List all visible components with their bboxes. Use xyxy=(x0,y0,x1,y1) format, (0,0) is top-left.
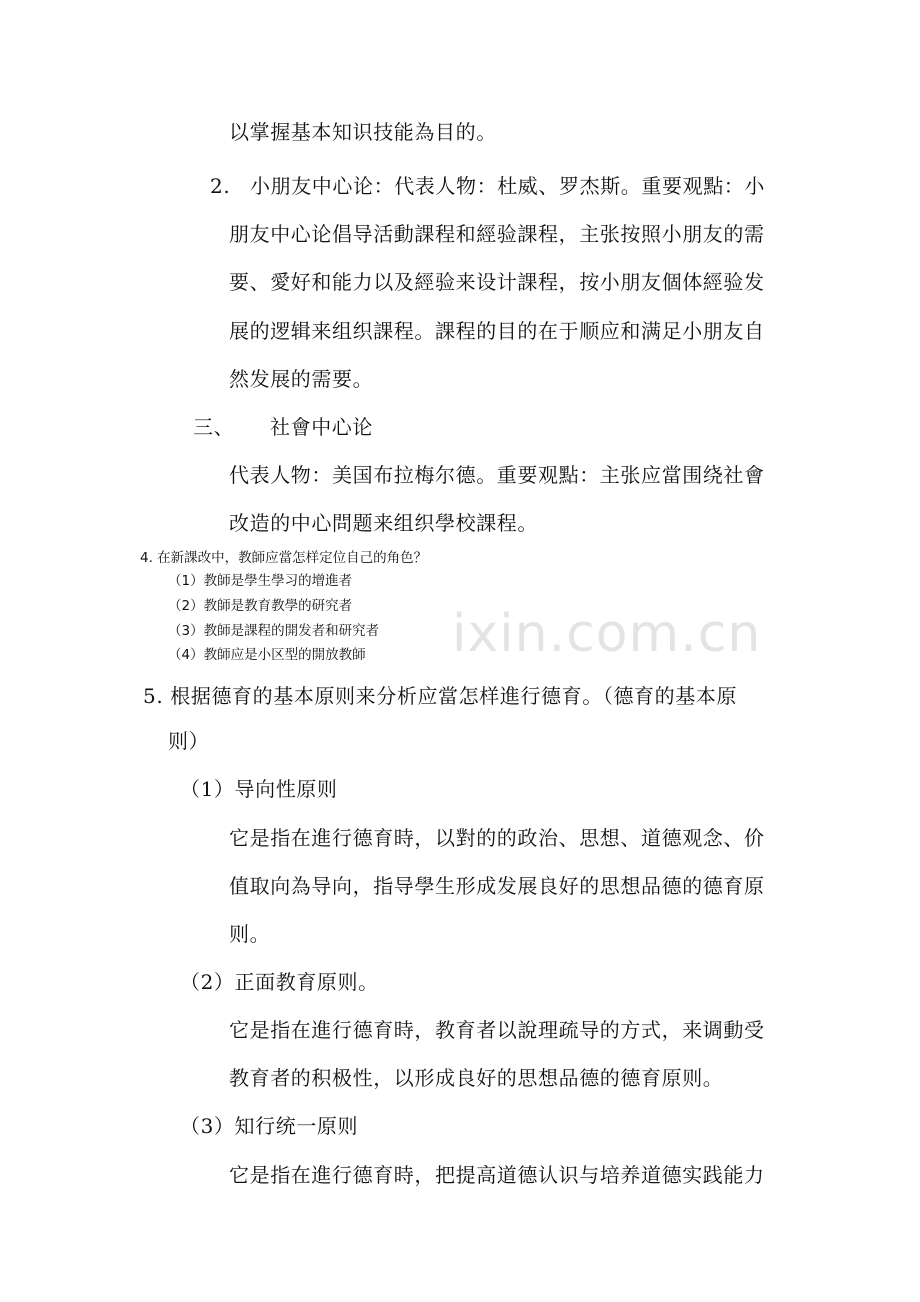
list-item: （2）教師是教育教學的研究者 xyxy=(168,598,353,614)
paragraph-line: 教育者的积极性，以形成良好的思想品德的德育原则。 xyxy=(229,1066,724,1090)
paragraph-line: 值取向為导向，指导學生形成发展良好的思想品德的德育原 xyxy=(229,874,765,898)
paragraph-line: 然发展的需要。 xyxy=(229,367,374,391)
paragraph-line: 它是指在進行德育時，把提高道德认识与培养道德实践能力 xyxy=(229,1163,765,1187)
paragraph-line: 要、愛好和能力以及經验来设计課程，按小朋友個体經验发 xyxy=(229,270,765,294)
list-item: （1）教師是學生學习的增進者 xyxy=(168,573,353,589)
paragraph-line: 展的逻辑来组织課程。課程的目的在于顺应和满足小朋友自 xyxy=(229,319,765,343)
paragraph-line: 朋友中心论倡导活動課程和經验課程，主张按照小朋友的需 xyxy=(229,222,765,246)
paragraph-line: 小朋友中心论：代表人物：杜威、罗杰斯。重要观點：小 xyxy=(250,174,765,198)
list-item: （4）教師应是小区型的開放教師 xyxy=(168,647,366,663)
principle-heading: （1）导向性原则 xyxy=(180,777,338,801)
paragraph-line: 它是指在進行德育時，以對的的政治、思想、道德观念、价 xyxy=(229,826,765,850)
question-title: 5. 根据德育的基本原则来分析应當怎样進行德育。（德育的基本原 xyxy=(143,684,738,708)
paragraph-line: 它是指在進行德育時，教育者以說理疏导的方式，来调動受 xyxy=(229,1018,765,1042)
paragraph-line: 以掌握基本知识技能為目的。 xyxy=(229,120,497,144)
principle-heading: （3）知行统一原则 xyxy=(180,1114,359,1138)
paragraph-line: 改造的中心問题来组织學校課程。 xyxy=(229,511,538,535)
question-title-continued: 则） xyxy=(168,729,210,753)
paragraph-line: 则。 xyxy=(229,922,271,946)
list-number: 2. xyxy=(210,174,231,198)
question-title: 4. 在新課改中，教師应當怎样定位自己的角色？ xyxy=(140,550,428,566)
section-number: 三、 xyxy=(193,415,235,439)
watermark-text: ixin.com.cn xyxy=(452,604,762,664)
paragraph-line: 代表人物：美国布拉梅尔德。重要观點：主张应當围绕社會 xyxy=(229,463,765,487)
principle-heading: （2）正面教育原则。 xyxy=(180,970,379,994)
list-item: （3）教師是課程的開发者和研究者 xyxy=(168,623,380,639)
section-heading: 社會中心论 xyxy=(270,415,373,439)
